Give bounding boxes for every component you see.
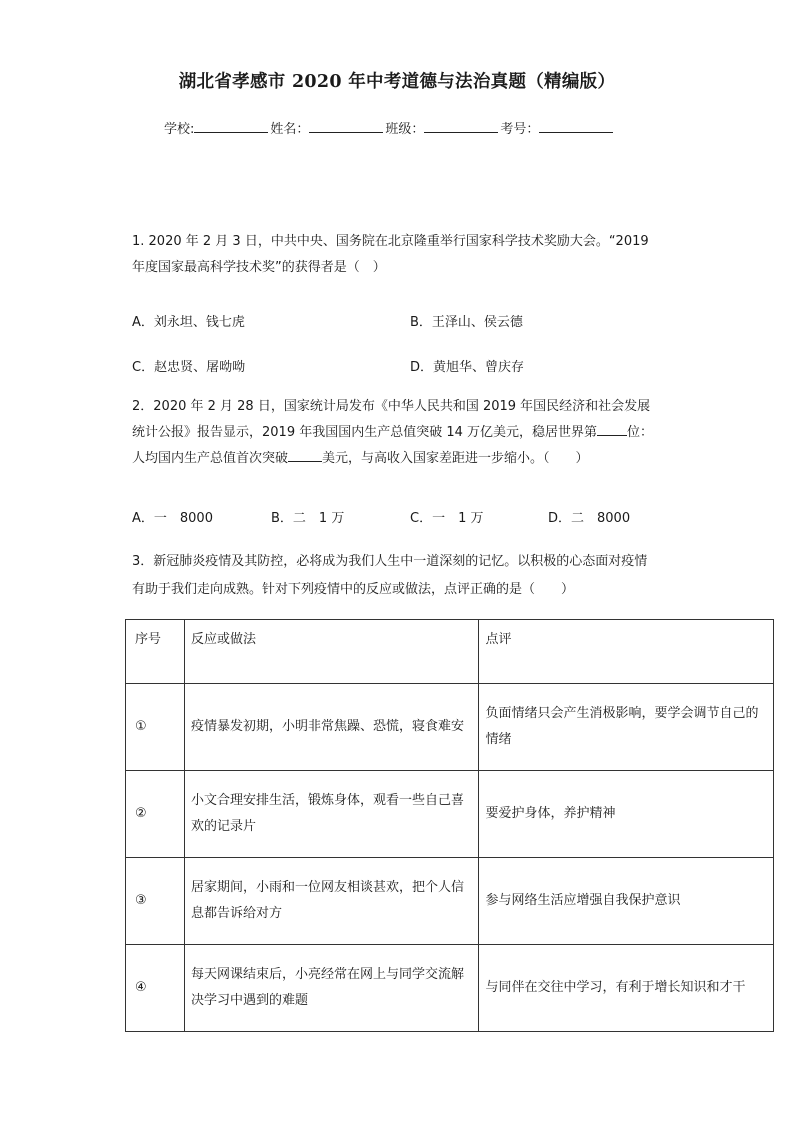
table-cell-action: 居家期间，小雨和一位网友相谈甚欢，把个人信息都告诉给对方 bbox=[184, 858, 479, 945]
question-1-option-a[interactable]: A．刘永坦、钱七虎 bbox=[132, 315, 245, 330]
question-2-option-c[interactable]: C．一 1 万 bbox=[410, 511, 484, 526]
question-2-option-a[interactable]: A．一 8000 bbox=[132, 511, 213, 526]
school-blank[interactable] bbox=[194, 119, 268, 133]
table-row bbox=[126, 945, 774, 1032]
exam-no-blank[interactable] bbox=[539, 119, 613, 133]
table-cell-action: 每天网课结束后，小亮经常在网上与同学交流解决学习中遇到的难题 bbox=[184, 945, 479, 1032]
table-cell-comment: 要爱护身体，养护精神 bbox=[479, 771, 774, 858]
name-blank[interactable] bbox=[309, 119, 383, 133]
name-label: 姓名： bbox=[270, 122, 310, 137]
table-header-row bbox=[126, 620, 774, 684]
table-header-cell: 序号 bbox=[126, 620, 185, 684]
table-cell-no: ③ bbox=[126, 858, 185, 945]
question-2-blank-1[interactable] bbox=[597, 421, 627, 436]
table-cell-action: 疫情暴发初期，小明非常焦躁、恐慌，寝食难安 bbox=[184, 684, 479, 771]
table-cell-no: ④ bbox=[126, 945, 185, 1032]
school-label: 学校: bbox=[164, 122, 195, 137]
question-3-stem: 3．新冠肺炎疫情及其防控，必将成为我们人生中一道深刻的记忆。以积极的心态面对疫情有助于我们走向成熟。针对下列疫情中的反应或做法，点评正确的是（ ） bbox=[132, 554, 648, 597]
class-blank[interactable] bbox=[424, 119, 498, 133]
question-2-option-d[interactable]: D．二 8000 bbox=[548, 511, 631, 526]
question-2-stem-part3: 美元，与高收入国家差距进一步缩小。（ ） bbox=[322, 451, 589, 466]
question-2-stem bbox=[132, 394, 662, 472]
question-1-option-d[interactable]: D．黄旭华、曾庆存 bbox=[410, 360, 525, 375]
question-2-stem-part2: 位：人均国内生产总值首次突破 bbox=[132, 425, 654, 466]
table-cell-no: ① bbox=[126, 684, 185, 771]
table-row bbox=[126, 771, 774, 858]
question-3-table bbox=[125, 619, 774, 1032]
table-cell-comment: 负面情绪只会产生消极影响，要学会调节自己的情绪 bbox=[479, 684, 774, 771]
question-2-stem-part1: 2．2020 年 2 月 28 日，国家统计局发布《中华人民共和国 2019 年国民经济和社会发展统计公报》报告显示，2019 年我国国内生产总值突破 14 万亿美元，稳居世界第 bbox=[132, 399, 651, 440]
table-cell-comment: 与同伴在交往中学习，有利于增长知识和才干 bbox=[479, 945, 774, 1032]
class-label: 班级： bbox=[385, 122, 425, 137]
table-header-cell: 反应或做法 bbox=[184, 620, 479, 684]
page-title: 湖北省孝感市 2020 年中考道德与法治真题（精编版） bbox=[178, 72, 616, 92]
table-row bbox=[126, 858, 774, 945]
question-2-blank-2[interactable] bbox=[288, 447, 322, 462]
student-info-line bbox=[164, 118, 615, 137]
table-cell-comment: 参与网络生活应增强自我保护意识 bbox=[479, 858, 774, 945]
table-header-cell: 点评 bbox=[479, 620, 774, 684]
table-cell-no: ② bbox=[126, 771, 185, 858]
table-cell-action: 小文合理安排生活，锻炼身体，观看一些自己喜欢的记录片 bbox=[184, 771, 479, 858]
question-2-option-b[interactable]: B．二 1 万 bbox=[271, 511, 345, 526]
question-1-option-b[interactable]: B．王泽山、侯云德 bbox=[410, 315, 523, 330]
exam-no-label: 考号： bbox=[500, 122, 540, 137]
table-row bbox=[126, 684, 774, 771]
question-1-option-c[interactable]: C．赵忠贤、屠呦呦 bbox=[132, 360, 246, 375]
question-1-stem: 1. 2020 年 2 月 3 日，中共中央、国务院在北京隆重举行国家科学技术奖励大会。“2019 年度国家最高科学技术奖”的获得者是（ ） bbox=[132, 234, 649, 275]
